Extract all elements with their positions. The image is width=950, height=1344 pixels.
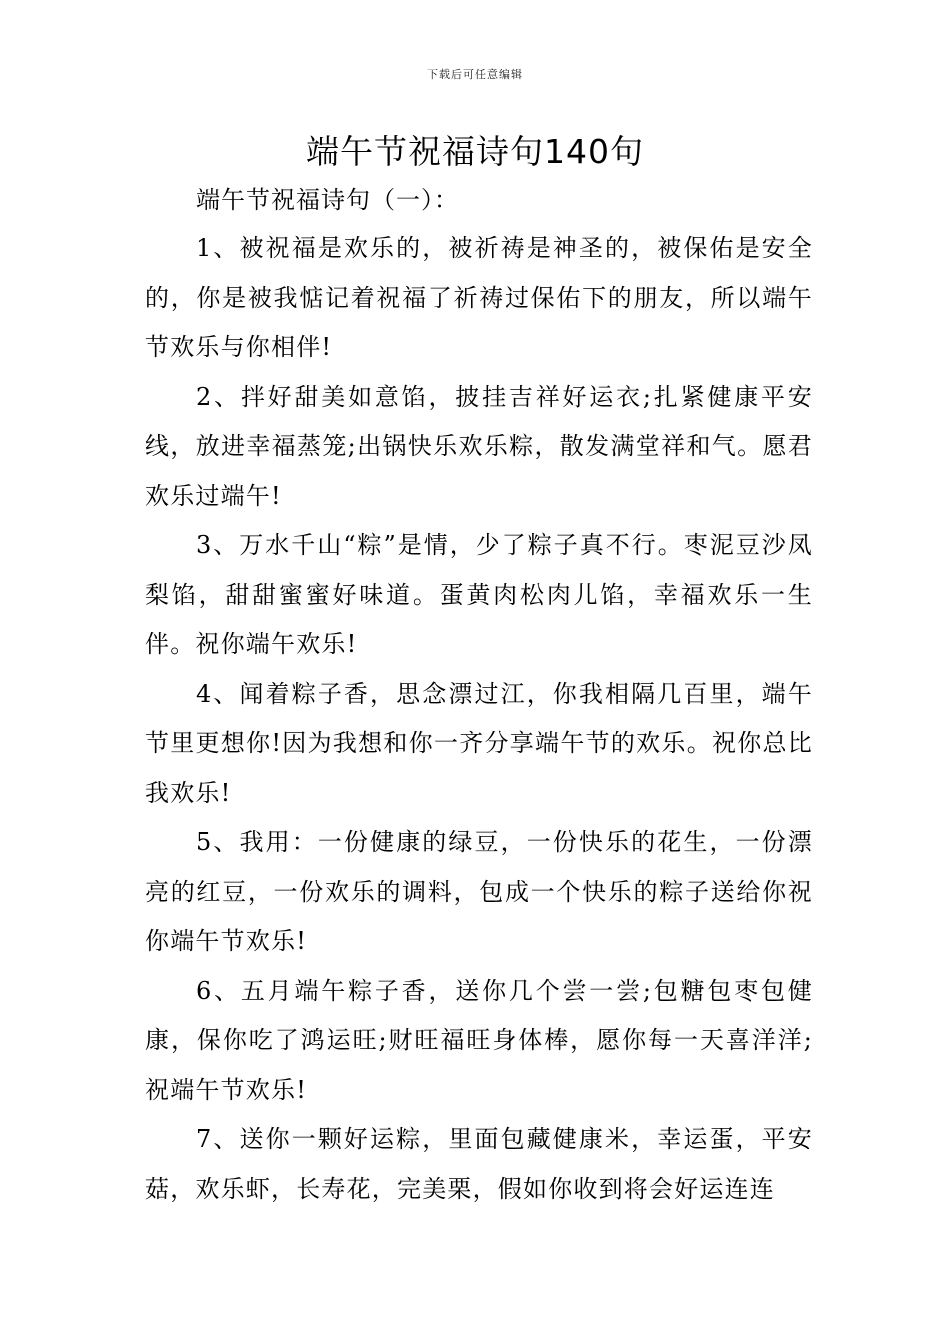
- section-heading: 端午节祝福诗句（一）：: [196, 186, 459, 214]
- paragraph-4: 4、闻着粽子香，思念漂过江，你我相隔几百里，端午节里更想你!因为我想和你一齐分享端午节的欢乐。祝你总比我欢乐!: [145, 679, 813, 807]
- paragraph-5: 5、我用：一份健康的绿豆，一份快乐的花生，一份漂亮的红豆，一份欢乐的调料，包成一个快乐的粽子送给你祝你端午节欢乐!: [145, 828, 813, 955]
- paragraph-6: 6、五月端午粽子香，送你几个尝一尝;包糖包枣包健康，保你吃了鸿运旺;财旺福旺身体棒，愿你每一天喜洋洋;祝端午节欢乐!: [145, 976, 813, 1104]
- paragraph-2: 2、拌好甜美如意馅，披挂吉祥好运衣;扎紧健康平安线，放进幸福蒸笼;出锅快乐欢乐粽，散发满堂祥和气。愿君欢乐过端午!: [145, 382, 813, 510]
- header-note: 下载后可任意编辑: [427, 68, 523, 81]
- document-body: [145, 224, 813, 1214]
- paragraph-1: 1、被祝福是欢乐的，被祈祷是神圣的，被保佑是安全的，你是被我惦记着祝福了祈祷过保佑下的朋友，所以端午节欢乐与你相伴!: [145, 234, 813, 361]
- paragraph-7: 7、送你一颗好运粽，里面包藏健康米，幸运蛋，平安菇，欢乐虾，长寿花，完美栗，假如你收到将会好运连连: [145, 1125, 813, 1203]
- paragraph-3: 3、万水千山“粽”是情，少了粽子真不行。枣泥豆沙凤梨馅，甜甜蜜蜜好味道。蛋黄肉松肉儿馅，幸福欢乐一生伴。祝你端午欢乐!: [145, 531, 813, 658]
- document-title: 端午节祝福诗句140句: [306, 132, 644, 171]
